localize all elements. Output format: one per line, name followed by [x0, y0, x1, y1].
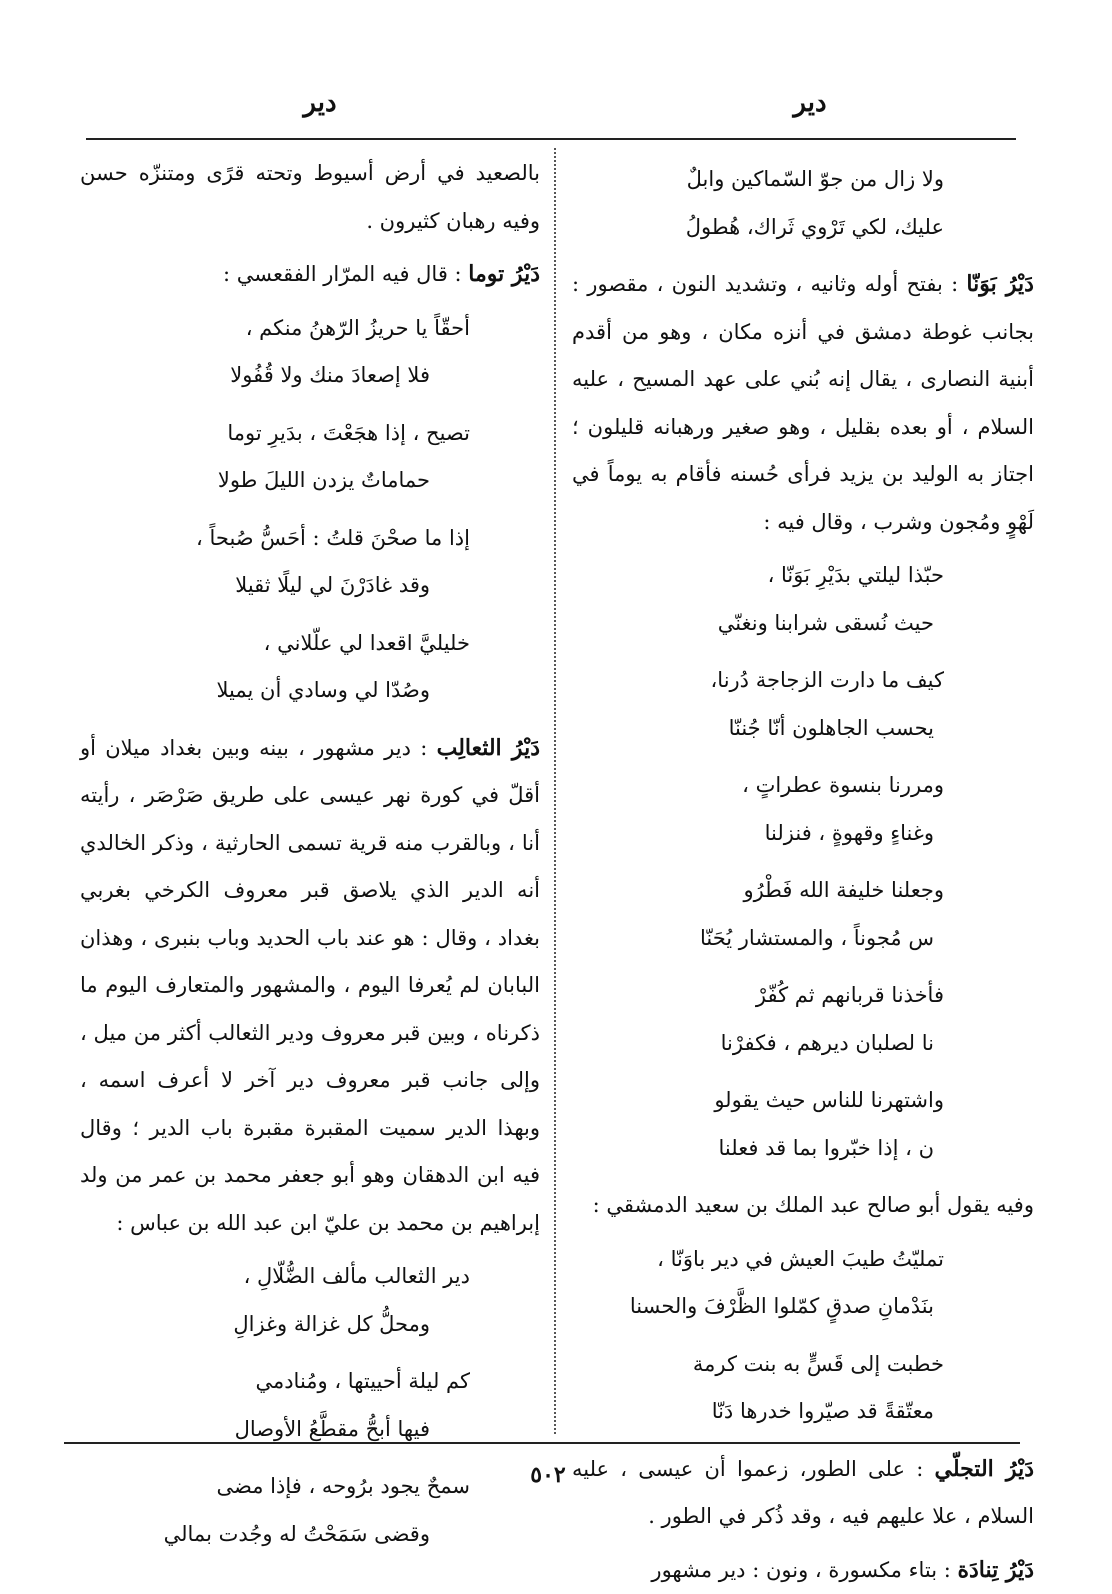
- verse-line: وغناءٍ وقهوةٍ ، فنزلنا: [572, 810, 1034, 858]
- verse-block: [80, 620, 540, 715]
- verse-block: [80, 1253, 540, 1348]
- page-number: ٥٠٢: [508, 1462, 588, 1488]
- verse-line: كم ليلة أحييتها ، ومُنادمي: [80, 1358, 540, 1406]
- verse-line: فأخذنا قربانهم ثم كُفّرْ: [572, 972, 1034, 1020]
- verse-block: [572, 972, 1034, 1067]
- entry-deir-tuma: [80, 251, 540, 299]
- header-rule: [86, 138, 1016, 140]
- verse-block: [80, 410, 540, 505]
- verse-line: سمحٌ يجود برُوحه ، فإذا مضى: [80, 1463, 540, 1511]
- verse-block: [572, 1236, 1034, 1331]
- verse-line: وصُدّا لي وسادي أن يميلا: [80, 667, 540, 715]
- left-column: [80, 150, 540, 1435]
- verse-line: واشتهرنا للناس حيث يقولو: [572, 1077, 1034, 1125]
- verse-line: فلا إصعادَ منك ولا قُفُولا: [80, 352, 540, 400]
- right-column: [572, 150, 1034, 1435]
- verse-block: [80, 515, 540, 610]
- verse-block: [572, 1341, 1034, 1436]
- entry-deir-al-tajalli: [572, 1446, 1034, 1541]
- verse-line: وقضى سَمَحْتُ له وجُدت بمالي: [80, 1511, 540, 1559]
- verse-line: دير الثعالب مألف الضُّلّالِ ،: [80, 1253, 540, 1301]
- verse-line: معتّقةً قد صيّروا خدرها دَنّا: [572, 1388, 1034, 1436]
- entry-heading: دَيْرُ تِنادَة: [957, 1557, 1034, 1583]
- entry-text: : دير مشهور ، بينه وبين بغداد ميلان أو أقلّ في كورة نهر عيسى على طريق صَرْصَر ، رأيته أنا ، وبالقرب منه قرية تسمى الحارثية ، وذكر الخالدي أنه الدير الذي يلاصق قبر معروف الكرخي بغربي بغداد ، وقال : هو عند باب الحديد وباب بنبرى ، وهذان البابان لم يُعرفا اليوم ، والمشهور والمتعارف اليوم ما ذكرناه ، وبين قبر معروف ودير الثعالب أكثر من ميل ، وإلى جانب قبر معروف دير آخر لا أعرف اسمه ، وبهذا الدير سميت المقبرة مقبرة باب الدير ؛ وقال فيه ابن الدهقان وهو أبو جعفر محمد بن عمر من ولد إبراهيم بن محمد بن عليّ ابن عبد الله بن عباس :: [80, 736, 540, 1235]
- verse-block: [572, 1077, 1034, 1172]
- entry-text: : قال فيه المرّار الفقعسي :: [223, 262, 462, 286]
- entry-text: : بتاء مكسورة ، ونون : دير مشهور: [651, 1558, 950, 1582]
- verse-line: ومحلُّ كل غزالة وغزالِ: [80, 1301, 540, 1349]
- verse-line: ولا زال من جوّ السّماكين وابلٌ: [572, 156, 1034, 204]
- verse-line: وقد غادَرْنَ لي ليلًا ثقيلا: [80, 562, 540, 610]
- entry-heading: دَيْرُ الثعالِب: [437, 735, 540, 761]
- verse-block: [572, 762, 1034, 857]
- running-header-left: دير: [290, 88, 350, 118]
- entry-heading: دَيْرُ التجلّي: [934, 1456, 1034, 1482]
- verse-line: تمليّتُ طيبَ العيش في دير باوَنّا ،: [572, 1236, 1034, 1284]
- verse-line: حيث نُسقى شرابنا ونغنّي: [572, 600, 1034, 648]
- verse-block: [80, 1358, 540, 1453]
- entry-deir-bawanna: [572, 261, 1034, 546]
- verse-line: ومررنا بنسوة عطراتٍ ،: [572, 762, 1034, 810]
- entry-text: : بفتح أوله وثانيه ، وتشديد النون ، مقصور : بجانب غوطة دمشق في أنزه مكان ، وهو من أقدم أبنية النصارى ، يقال إنه بُني على عهد المسيح ، عليه السلام ، أو بعده بقليل ، وهو صغير ورهبانه قليلون ؛ اجتاز به الوليد بن يزيد فرأى حُسنه فأقام به يوماً في لَهْوٍ ومُجون وشرب ، وقال فيه :: [572, 272, 1034, 534]
- verse-block: [572, 867, 1034, 962]
- verse-line: أحقّاً يا حريزُ الرّهنُ منكم ،: [80, 305, 540, 353]
- entry-text-continued: وفيه يقول أبو صالح عبد الملك بن سعيد الدمشقي :: [572, 1182, 1034, 1230]
- verse-line: وجعلنا خليفة الله فَطْرُو: [572, 867, 1034, 915]
- running-header-right: دير: [780, 88, 840, 118]
- entry-text: : على الطور، زعموا أن عيسى ، عليه السلام ، علا عليهم فيه ، وقد ذُكر في الطور .: [572, 1457, 1034, 1529]
- column-divider: [554, 148, 556, 1434]
- verse-line: نا لصلبان ديرهم ، فكفرْنا: [572, 1020, 1034, 1068]
- entry-heading: دَيْرُ توما: [468, 261, 540, 287]
- verse-line: خليليَّ اقعدا لي علّلاني ،: [80, 620, 540, 668]
- verse-line: خطبت إلى قَسٍّ به بنت كرمة: [572, 1341, 1034, 1389]
- verse-line: بنَدْمانِ صدقٍ كمّلوا الظَّرْفَ والحسنا: [572, 1283, 1034, 1331]
- verse-line: حماماتٌ يزدن الليلَ طولا: [80, 457, 540, 505]
- verse-block: [572, 552, 1034, 647]
- verse-line: تصيح ، إذا هجَعْتَ ، بدَيرِ توما: [80, 410, 540, 458]
- verse-line: فيها أبحُّ مقطَّعُ الأوصال: [80, 1406, 540, 1454]
- verse-block: [572, 657, 1034, 752]
- verse-line: إذا ما صحْنَ قلتُ : أحَسُّ صُبحاً ،: [80, 515, 540, 563]
- verse-line: ن ، إذا خبّروا بما قد فعلنا: [572, 1125, 1034, 1173]
- verse-line: عليك، لكي تَرْوي ثَراك، هُطولُ: [572, 204, 1034, 252]
- verse-line: كيف ما دارت الزجاجة دُرنا،: [572, 657, 1034, 705]
- footer-rule: [64, 1442, 1020, 1444]
- entry-deir-al-thaalib: [80, 725, 540, 1248]
- verse-line: حبّذا ليلتي بدَيْرِ بَوَنّا ،: [572, 552, 1034, 600]
- continued-text: بالصعيد في أرض أسيوط وتحته قرًى ومتنزّه حسن وفيه رهبان كثيرون .: [80, 150, 540, 245]
- verse-block: [80, 305, 540, 400]
- entry-deir-tinada: [572, 1547, 1034, 1594]
- verse-line: يحسب الجاهلون أنّا جُننّا: [572, 705, 1034, 753]
- verse-block-top: [572, 156, 1034, 251]
- verse-block: [80, 1463, 540, 1558]
- entry-heading: دَيْرُ بَوَنّا: [966, 271, 1034, 297]
- verse-line: س مُجوناً ، والمستشار يُحَنّا: [572, 915, 1034, 963]
